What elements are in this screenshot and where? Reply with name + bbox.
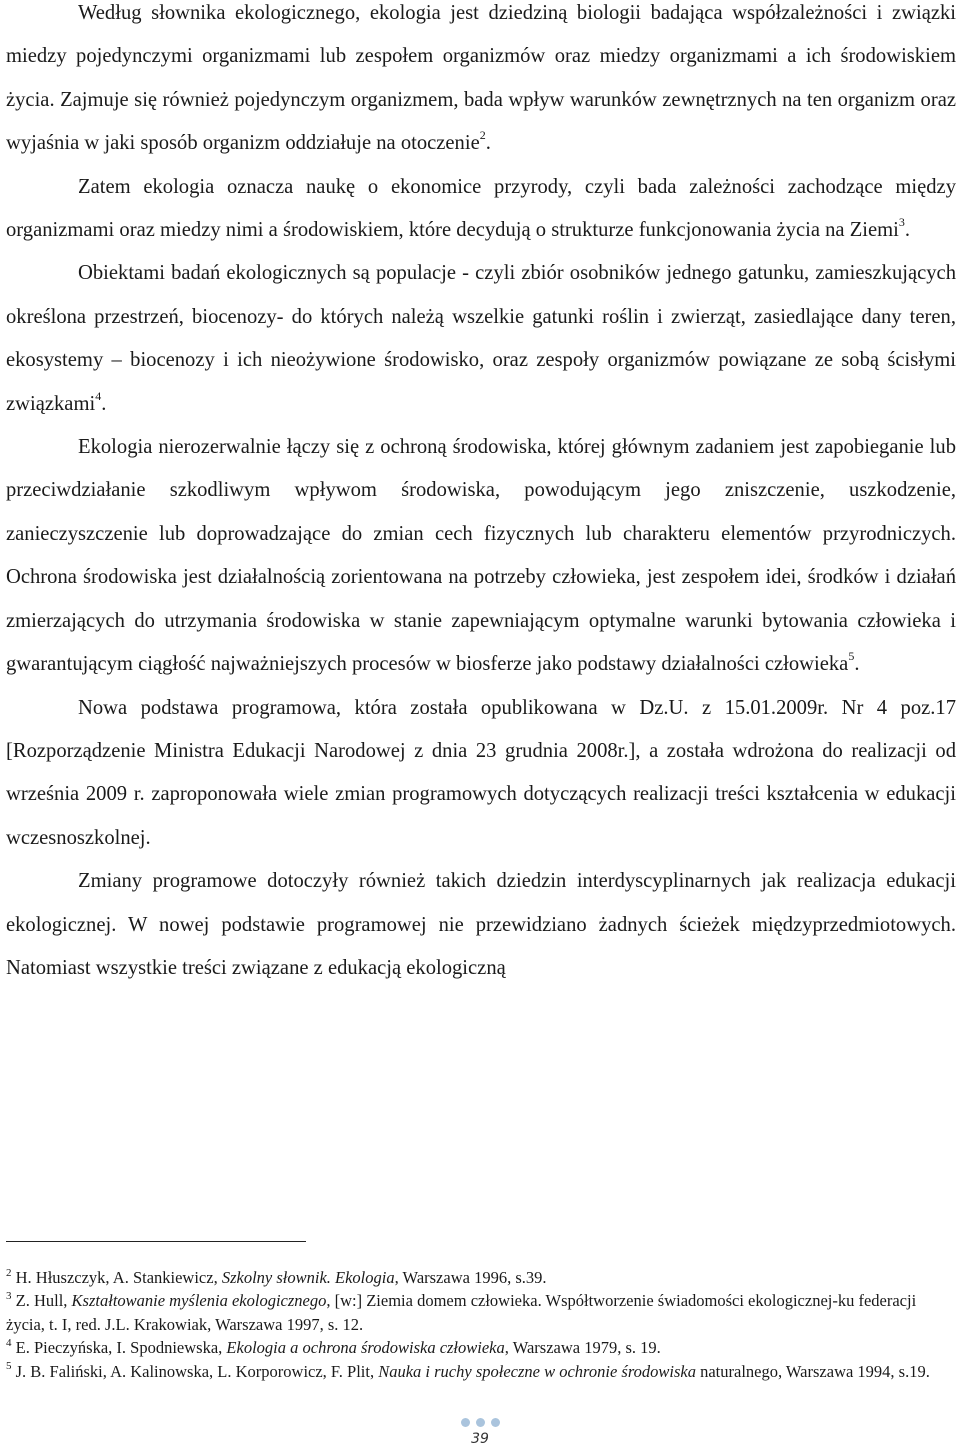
- footnote: [6, 1336, 956, 1359]
- dot-icon: [461, 1418, 470, 1427]
- footnote: [6, 1266, 956, 1289]
- footnote-ref: 2: [6, 1266, 12, 1279]
- text-run: , [w:] Ziemia domem człowieka. Współtworzenie świadomości ekologicznej-ku federacji życia, t. I, red. J.L. Krakowiak, Warszawa 1997, s. 12.: [6, 1291, 917, 1334]
- text-run: Obiektami badań ekologicznych są populacje - czyli zbiór osobników jednego gatunku, zamieszkujących określona przestrzeń, biocenozy- do których należą wszelkie gatunki roślin i zwierząt, zasiedlające dany teren, ekosystemy – biocenozy i ich nieożywione środowisko, oraz zespoły organizmów powiązane ze sobą ścisłymi związkami: [6, 262, 956, 415]
- text-run: .: [485, 132, 491, 155]
- footnote-ref: 5: [848, 649, 855, 664]
- paragraph: [6, 426, 956, 686]
- footnote-ref: 2: [479, 128, 486, 143]
- text-run: Według słownika ekologicznego, ekologia jest dziedziną biologii badająca współzależności i związki miedzy pojedynczymi organizmami lub zespołem organizmów oraz miedzy organizmami a ich środowiskiem życia. Zajmuje się również pojedynczym organizmem, bada wpływ warunków zewnętrznych na ten organizm oraz wyjaśnia w jaki sposób organizm oddziałuje na otoczenie: [6, 2, 956, 155]
- italic-title: Ekologia a ochrona środowiska człowieka: [226, 1338, 505, 1358]
- paragraph: [6, 166, 956, 253]
- text-run: .: [101, 392, 107, 415]
- text-run: Nowa podstawa programowa, która została opublikowana w Dz.U. z 15.01.2009r. Nr 4 poz.17 [Rozporządzenie Ministra Edukacji Narodowej z dnia 23 grudnia 2008r.], a została wdrożona do realizacji od września 2009 r. zaproponowała wiele zmian programowych dotyczących realizacji treści kształcenia w edukacji wczesnoszkolnej.: [6, 696, 956, 849]
- text-run: J. B. Faliński, A. Kalinowska, L. Korporowicz, F. Plit,: [11, 1361, 379, 1381]
- text-run: , Warszawa 1996, s.39.: [394, 1268, 547, 1287]
- footnote-ref: 5: [6, 1360, 12, 1373]
- italic-title: Szkolny słownik. Ekologia: [221, 1268, 395, 1287]
- footnote-ref: 4: [6, 1336, 12, 1349]
- paragraph: [6, 687, 956, 861]
- footnote-separator: [6, 1241, 306, 1242]
- text-run: .: [854, 653, 860, 676]
- footnote: [6, 1360, 956, 1383]
- text-run: naturalnego, Warszawa 1994, s.19.: [695, 1361, 930, 1381]
- text-run: Ekologia nierozerwalnie łączy się z ochroną środowiska, której głównym zadaniem jest zapobieganie lub przeciwdziałanie szkodliwym wpływom środowiska, powodującym jego zniszczenie, uszkodzenie, zanieczyszczenie lub doprowadzające do zmian cech fizycznych lub charakteru elementów przyrodniczych. Ochrona środowiska jest działalnością zorientowana na potrzeby człowieka, jest zespołem idei, środków i działań zmierzających do utrzymania środowiska w stanie zapewniającym optymalne warunki bytowania człowieka i gwarantującym ciągłość najważniejszych procesów w biosferze jako podstawy działalności człowieka: [6, 436, 956, 676]
- text-run: Z. Hull,: [11, 1291, 72, 1311]
- italic-title: Kształtowanie myślenia ekologicznego: [71, 1291, 327, 1311]
- footnotes: [6, 1266, 956, 1383]
- dot-icon: [491, 1418, 500, 1427]
- text-run: Zmiany programowe dotoczyły również takich dziedzin interdyscyplinarnych jak realizacja edukacji ekologicznej. W nowej podstawie programowej nie przewidziano żadnych ścieżek międzyprzedmiotowych. Natomiast wszystkie treści związane z edukacją ekologiczną: [6, 870, 956, 979]
- dot-icon: [476, 1418, 485, 1427]
- footnote-ref: 3: [898, 215, 905, 230]
- italic-title: Nauka i ruchy społeczne w ochronie środowiska: [378, 1361, 696, 1381]
- footer-dots-icon: [440, 1418, 520, 1428]
- text-run: , Warszawa 1979, s. 19.: [504, 1338, 661, 1358]
- footnote-ref: 3: [6, 1289, 12, 1302]
- main-text: [6, 0, 956, 990]
- text-run: .: [904, 219, 911, 242]
- paragraph: [6, 860, 956, 990]
- text-run: E. Pieczyńska, I. Spodniewska,: [11, 1338, 227, 1358]
- text-run: Zatem ekologia oznacza naukę o ekonomice przyrody, czyli bada zależności zachodzące między organizmami oraz miedzy nimi a środowiskiem, które decydują o strukturze funkcjonowania życia na Ziemi: [6, 175, 956, 242]
- text-run: H. Hłuszczyk, A. Stankiewicz,: [11, 1268, 222, 1287]
- footnote-ref: 4: [95, 388, 102, 403]
- page-number: 39: [471, 1431, 489, 1447]
- page-footer: [440, 1418, 520, 1447]
- paragraph: [6, 252, 956, 426]
- footnote: [6, 1289, 956, 1336]
- paragraph: [6, 0, 956, 166]
